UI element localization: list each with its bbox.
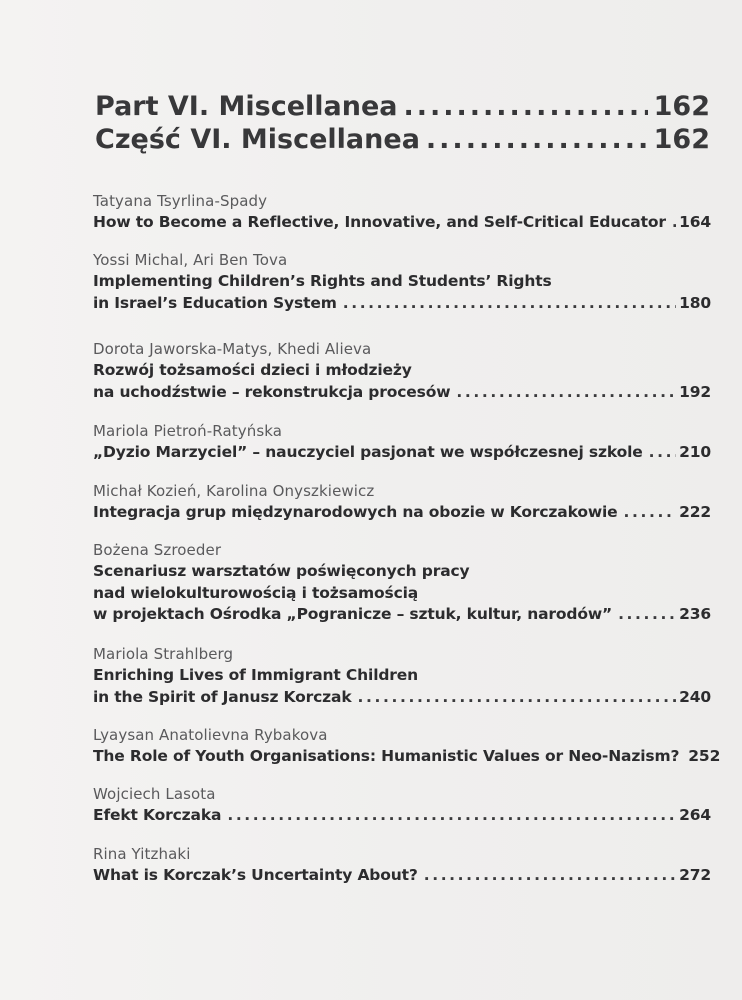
dot-leader <box>343 293 676 315</box>
entry-page-number: 222 <box>679 503 711 521</box>
entry-title-text: The Role of Youth Organisations: Humanistic Values or Neo-Nazism? <box>93 747 680 765</box>
entry-page-number: 180 <box>679 293 711 312</box>
toc-entry <box>93 783 711 827</box>
entry-title-line <box>93 442 711 464</box>
part-heading-page: 162 <box>653 124 710 155</box>
dot-leader <box>624 502 677 524</box>
entry-page-number: 236 <box>679 605 711 623</box>
entry-title-text: Integracja grup międzynarodowych na obozie w Korczakowie <box>93 503 618 521</box>
entry-title-line <box>93 687 711 709</box>
entry-page-number: 272 <box>679 866 711 884</box>
entry-title-line <box>93 805 711 827</box>
entry-page-number: 252 <box>688 747 721 765</box>
dot-leader <box>649 442 676 464</box>
entry-title-line <box>93 604 711 626</box>
dot-leader <box>358 687 677 709</box>
entry-title-text: How to Become a Reflective, Innovative, and Self-Critical Educator <box>93 213 666 231</box>
entry-author: Mariola Pietroń-Ratyńska <box>93 422 283 440</box>
entry-title-line <box>93 502 711 524</box>
entry-title-text: Efekt Korczaka <box>93 806 222 824</box>
toc-entry <box>93 643 711 708</box>
toc-entry <box>93 249 711 314</box>
part-heading <box>95 126 710 153</box>
dot-leader <box>404 93 648 120</box>
toc-entry <box>93 420 711 464</box>
part-heading <box>95 93 710 120</box>
entry-title-text: What is Korczak’s Uncertainty About? <box>93 866 418 884</box>
dot-leader <box>426 126 648 153</box>
entry-author: Bożena Szroeder <box>93 541 222 559</box>
toc-entry <box>93 190 711 234</box>
dot-leader <box>618 604 676 626</box>
entry-author: Tatyana Tsyrlina-Spady <box>93 192 268 210</box>
entry-author: Yossi Michal, Ari Ben Tova <box>93 251 288 269</box>
dot-leader <box>227 805 676 827</box>
entry-title-line <box>93 382 711 404</box>
entry-page-number: 240 <box>679 687 711 706</box>
entry-title-line: Scenariusz warsztatów poświęconych pracy <box>93 562 470 580</box>
entry-page-number: 210 <box>679 443 711 461</box>
dot-leader <box>456 382 676 404</box>
toc-entry <box>93 724 721 768</box>
entry-title-line <box>93 293 711 315</box>
entry-title-text: in the Spirit of Janusz Korczak <box>93 687 352 706</box>
dot-leader <box>672 212 676 234</box>
entry-title-line <box>93 746 721 768</box>
part-heading-title: Part VI. Miscellanea <box>95 91 398 122</box>
entry-page-number: 192 <box>679 382 711 401</box>
entry-title-text: w projektach Ośrodka „Pogranicze – sztuk, kultur, narodów” <box>93 605 613 623</box>
dot-leader <box>424 865 676 887</box>
entry-title-line <box>93 865 711 887</box>
entry-title-text: in Israel’s Education System <box>93 293 337 312</box>
entry-author: Wojciech Lasota <box>93 785 216 803</box>
entry-page-number: 264 <box>679 806 711 824</box>
part-heading-page: 162 <box>653 91 710 122</box>
toc-entry <box>93 539 711 626</box>
entry-author: Rina Yitzhaki <box>93 845 191 863</box>
entry-title-text: „Dyzio Marzyciel” – nauczyciel pasjonat we współczesnej szkole <box>93 443 643 461</box>
part-heading-title: Część VI. Miscellanea <box>95 124 420 155</box>
entry-title-text: na uchodźstwie – rekonstrukcja procesów <box>93 382 451 401</box>
entry-title-line <box>93 212 711 234</box>
entry-title-line: Implementing Children’s Rights and Students’ Rights <box>93 272 552 290</box>
entry-author: Dorota Jaworska-Matys, Khedi Alieva <box>93 340 372 358</box>
toc-entry <box>93 843 711 887</box>
entry-title-line: Enriching Lives of Immigrant Children <box>93 666 419 684</box>
entry-author: Michał Kozień, Karolina Onyszkiewicz <box>93 482 375 500</box>
entry-title-line: Rozwój tożsamości dzieci i młodzieży <box>93 361 412 379</box>
entry-title-line: nad wielokulturowością i tożsamością <box>93 583 419 602</box>
entry-page-number: 164 <box>679 213 711 231</box>
entry-author: Lyaysan Anatolievna Rybakova <box>93 726 328 744</box>
entry-author: Mariola Strahlberg <box>93 645 234 663</box>
toc-entry <box>93 338 711 403</box>
toc-entry <box>93 480 711 524</box>
